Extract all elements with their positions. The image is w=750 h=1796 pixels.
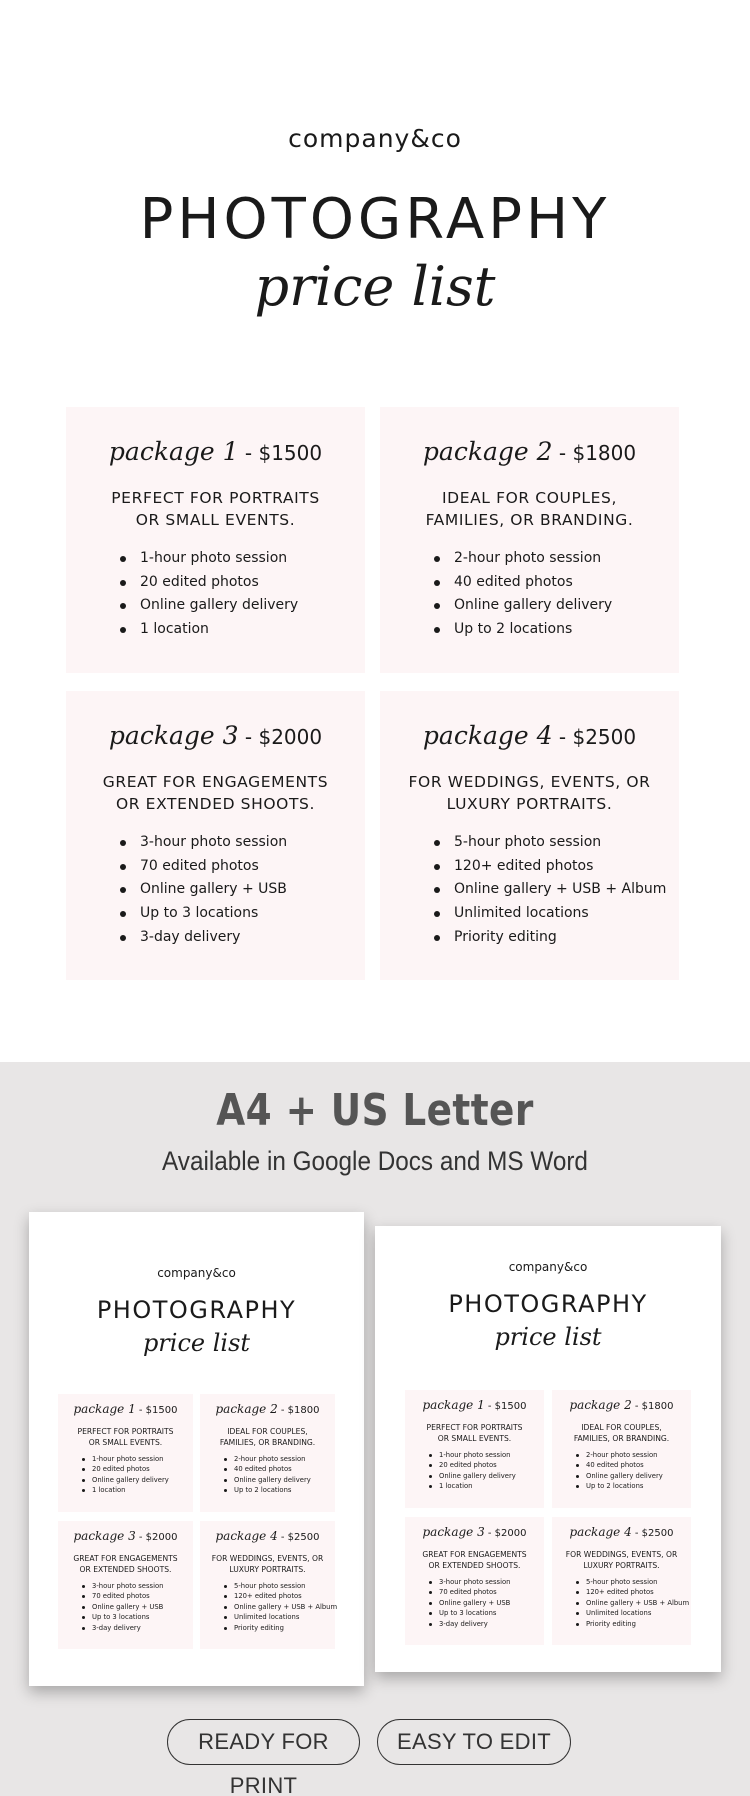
package-label: package 3: [108, 721, 239, 750]
feature-item: 20 edited photos: [439, 1460, 516, 1470]
preview-package-card-1: [405, 1390, 544, 1508]
feature-list: [586, 1577, 689, 1629]
preview-page-us-letter: [375, 1226, 721, 1672]
preview-package-card-4: [552, 1517, 691, 1645]
preview-company-name: company&co: [508, 1260, 588, 1274]
feature-item: 3-hour photo session: [439, 1578, 511, 1586]
feature-item: 70 edited photos: [439, 1587, 510, 1597]
tagline-line: FAMILIES, OR BRANDING.: [573, 1434, 670, 1443]
package-price: - $1500: [138, 1405, 178, 1416]
package-heading: [200, 1402, 335, 1416]
tagline-line: FOR WEDDINGS, EVENTS, OR: [565, 1550, 678, 1559]
feature-item: 5-hour photo session: [586, 1577, 689, 1587]
preview-package-card-3: [405, 1517, 544, 1645]
tagline-line: OR EXTENDED SHOOTS.: [428, 1561, 521, 1570]
package-heading: [380, 721, 679, 750]
tagline-line: FAMILIES, OR BRANDING.: [425, 511, 634, 529]
preview-package-card-4: [200, 1521, 338, 1649]
package-heading: [405, 1398, 544, 1412]
feature-list: [234, 1454, 311, 1496]
package-price: - $2000: [244, 725, 323, 749]
package-price: - $1800: [280, 1405, 320, 1416]
feature-item: Up to 2 locations: [586, 1481, 663, 1491]
feature-item: Online gallery delivery: [586, 1471, 663, 1480]
feature-item: 1 location: [92, 1485, 169, 1495]
tagline-line: OR EXTENDED SHOOTS.: [115, 795, 315, 813]
package-tagline: [58, 1426, 193, 1448]
package-price: - $2000: [138, 1532, 178, 1543]
feature-item: Up to 3 locations: [92, 1612, 163, 1622]
feature-item: Online gallery delivery: [92, 1475, 169, 1484]
package-tagline: [200, 1553, 335, 1575]
preview-subtitle: price list: [142, 1329, 251, 1357]
feature-item: 20 edited photos: [140, 571, 298, 595]
feature-list: [454, 831, 666, 949]
feature-item: 70 edited photos: [140, 855, 287, 879]
feature-item: 2-hour photo session: [234, 1454, 311, 1464]
tagline-line: OR SMALL EVENTS.: [88, 1438, 163, 1447]
package-heading: [552, 1525, 691, 1539]
package-price: - $2500: [280, 1532, 320, 1543]
feature-list: [439, 1450, 516, 1492]
package-heading: [66, 437, 365, 466]
feature-item: Online gallery + USB + Album: [234, 1602, 338, 1611]
package-heading: [200, 1529, 335, 1543]
package-label: package 1: [108, 437, 239, 466]
feature-list: [92, 1581, 163, 1633]
feature-item: Online gallery delivery: [439, 1471, 516, 1480]
feature-item: 2-hour photo session: [586, 1450, 663, 1460]
package-tagline: [58, 1553, 193, 1575]
feature-item: Online gallery + USB + Album: [454, 878, 666, 902]
feature-item: 1-hour photo session: [92, 1454, 169, 1464]
package-price: - $2500: [634, 1528, 674, 1539]
feature-item: 1 location: [439, 1481, 516, 1491]
company-name: company&co: [288, 124, 462, 153]
package-tagline: [552, 1549, 691, 1571]
feature-item: Online gallery delivery: [454, 594, 612, 618]
package-price: - $2000: [487, 1528, 527, 1539]
feature-list: [140, 547, 298, 642]
format-subheadline: Available in Google Docs and MS Word: [162, 1146, 588, 1176]
tagline-line: FOR WEDDINGS, EVENTS, OR: [211, 1554, 324, 1563]
feature-item: 120+ edited photos: [586, 1587, 689, 1597]
package-label: package 2: [422, 437, 553, 466]
feature-list: [454, 547, 612, 642]
package-heading: [58, 1529, 193, 1543]
tagline-line: FOR WEDDINGS, EVENTS, OR: [408, 773, 651, 791]
preview-title: PHOTOGRAPHY: [96, 1296, 297, 1324]
feature-item: Unlimited locations: [234, 1612, 337, 1622]
package-card-3: [66, 691, 365, 980]
package-card-4: [380, 691, 679, 980]
package-price: - $1800: [558, 441, 637, 465]
package-tagline: [66, 771, 365, 815]
feature-item: 70 edited photos: [92, 1591, 163, 1601]
feature-item: Unlimited locations: [586, 1608, 689, 1618]
package-label: package 4: [422, 721, 553, 750]
page-subtitle: price list: [254, 255, 496, 318]
feature-item: 3-day delivery: [439, 1619, 510, 1629]
package-label: package 1: [73, 1402, 136, 1416]
tagline-line: OR SMALL EVENTS.: [135, 511, 296, 529]
package-heading: [405, 1525, 544, 1539]
feature-item: 5-hour photo session: [234, 1581, 337, 1591]
package-label: package 4: [215, 1529, 278, 1543]
tagline-line: IDEAL FOR COUPLES,: [227, 1427, 308, 1436]
feature-item: 3-day delivery: [140, 926, 287, 950]
package-card-2: [380, 407, 679, 673]
tagline-line: OR EXTENDED SHOOTS.: [79, 1565, 172, 1574]
tagline-line: GREAT FOR ENGAGEMENTS: [422, 1550, 527, 1559]
feature-item: Up to 2 locations: [234, 1485, 311, 1495]
feature-item: 5-hour photo session: [454, 831, 666, 855]
feature-item: 40 edited photos: [234, 1464, 311, 1474]
package-tagline: [552, 1422, 691, 1444]
feature-item: Online gallery delivery: [234, 1475, 311, 1484]
tagline-line: LUXURY PORTRAITS.: [446, 795, 613, 813]
package-heading: [380, 437, 679, 466]
feature-item: Priority editing: [454, 926, 666, 950]
feature-item: Priority editing: [586, 1619, 689, 1629]
tagline-line: PERFECT FOR PORTRAITS: [426, 1423, 523, 1432]
feature-item: Online gallery + USB: [439, 1598, 511, 1607]
preview-package-card-3: [58, 1521, 193, 1649]
feature-item: Up to 2 locations: [454, 618, 612, 642]
feature-item: 1-hour photo session: [140, 547, 298, 571]
preview-package-card-2: [552, 1390, 691, 1508]
feature-item: Up to 3 locations: [140, 902, 287, 926]
feature-item: 2-hour photo session: [454, 547, 612, 571]
feature-list: [140, 831, 287, 949]
feature-item: Unlimited locations: [454, 902, 666, 926]
feature-item: Priority editing: [234, 1623, 337, 1633]
format-headline: A4 + US Letter: [216, 1085, 534, 1136]
preview-company-name: company&co: [157, 1266, 236, 1280]
package-tagline: [405, 1549, 544, 1571]
feature-list: [92, 1454, 169, 1496]
package-price: - $1500: [487, 1401, 527, 1412]
package-label: package 2: [569, 1398, 632, 1412]
tagline-line: PERFECT FOR PORTRAITS: [111, 489, 320, 507]
preview-page-a4: [29, 1212, 364, 1686]
feature-item: 3-hour photo session: [92, 1582, 164, 1590]
feature-item: Online gallery delivery: [140, 594, 298, 618]
package-tagline: [380, 771, 679, 815]
package-heading: [58, 1402, 193, 1416]
package-label: package 3: [422, 1525, 485, 1539]
feature-item: 3-hour photo session: [140, 831, 287, 855]
tagline-line: FAMILIES, OR BRANDING.: [219, 1438, 316, 1447]
preview-package-card-2: [200, 1394, 335, 1512]
feature-item: 40 edited photos: [454, 571, 612, 595]
feature-item: Online gallery + USB + Album: [586, 1598, 690, 1607]
package-card-1: [66, 407, 365, 673]
package-heading: [66, 721, 365, 750]
tagline-line: IDEAL FOR COUPLES,: [442, 489, 617, 507]
package-label: package 2: [215, 1402, 278, 1416]
package-tagline: [66, 487, 365, 531]
feature-item: 1-hour photo session: [439, 1450, 516, 1460]
preview-subtitle: price list: [494, 1323, 602, 1351]
feature-item: 3-day delivery: [92, 1623, 163, 1633]
package-label: package 1: [422, 1398, 485, 1412]
package-heading: [552, 1398, 691, 1412]
tagline-line: OR SMALL EVENTS.: [437, 1434, 512, 1443]
tagline-line: LUXURY PORTRAITS.: [583, 1561, 660, 1570]
preview-package-card-1: [58, 1394, 193, 1512]
feature-list: [439, 1577, 510, 1629]
ready-for-print-badge: READY FOR PRINT: [167, 1719, 360, 1765]
package-label: package 3: [73, 1529, 136, 1543]
package-label: package 4: [569, 1525, 632, 1539]
feature-item: 20 edited photos: [92, 1464, 169, 1474]
package-tagline: [380, 487, 679, 531]
package-tagline: [405, 1422, 544, 1444]
feature-list: [586, 1450, 663, 1492]
package-price: - $1800: [634, 1401, 674, 1412]
package-tagline: [200, 1426, 335, 1448]
tagline-line: GREAT FOR ENGAGEMENTS: [102, 773, 329, 791]
feature-item: Up to 3 locations: [439, 1608, 510, 1618]
feature-item: Online gallery + USB: [140, 878, 287, 902]
feature-list: [234, 1581, 337, 1633]
preview-title: PHOTOGRAPHY: [448, 1290, 648, 1318]
feature-item: 1 location: [140, 618, 298, 642]
easy-to-edit-badge: EASY TO EDIT: [377, 1719, 571, 1765]
package-price: - $2500: [558, 725, 637, 749]
feature-item: 40 edited photos: [586, 1460, 663, 1470]
tagline-line: LUXURY PORTRAITS.: [229, 1565, 306, 1574]
page-title: PHOTOGRAPHY: [139, 187, 611, 252]
feature-item: 120+ edited photos: [234, 1591, 337, 1601]
tagline-line: PERFECT FOR PORTRAITS: [77, 1427, 174, 1436]
feature-item: Online gallery + USB: [92, 1602, 164, 1611]
feature-item: 120+ edited photos: [454, 855, 666, 879]
package-price: - $1500: [244, 441, 323, 465]
tagline-line: GREAT FOR ENGAGEMENTS: [73, 1554, 178, 1563]
tagline-line: IDEAL FOR COUPLES,: [581, 1423, 662, 1432]
